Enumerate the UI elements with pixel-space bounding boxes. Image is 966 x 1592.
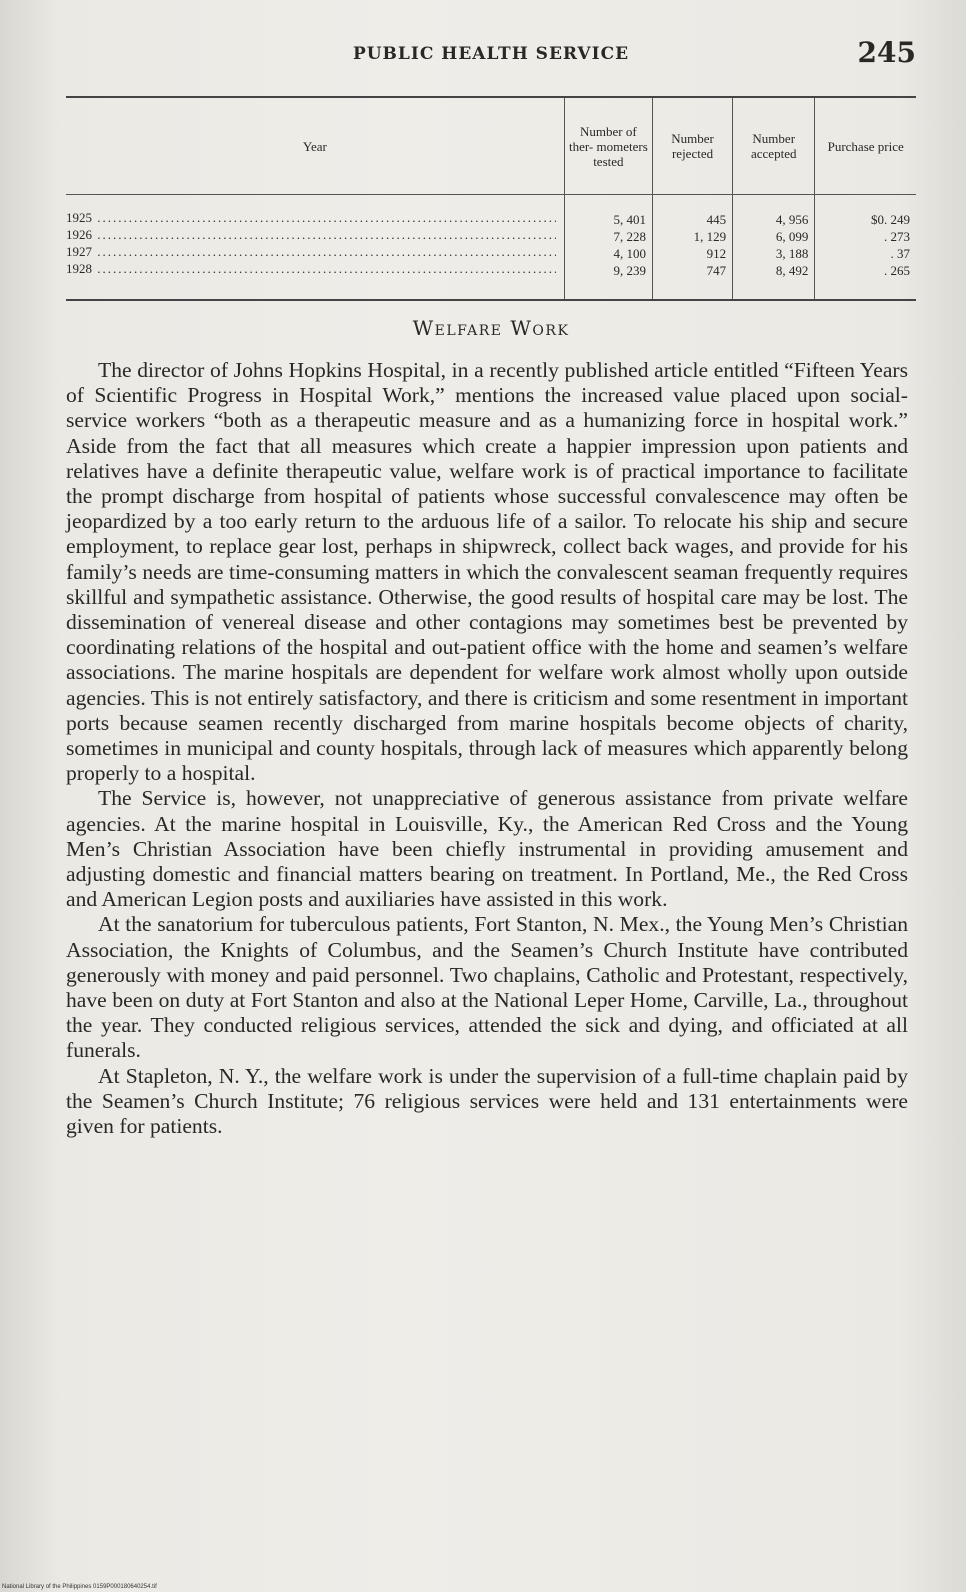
- cell-price: . 37: [815, 245, 916, 262]
- paragraph: At the sanatorium for tuberculous patients, Fort Stanton, N. Mex., the Young Men’s Christian Association, the Knights of Columbus, and the Seamen’s Church Institute have contributed generously with money and paid personnel. Two chaplains, Catholic and Protestant, respectively, have been on duty at Fort Stanton and also at the National Leper Home, Carville, La., throughout the year. They conducted religious services, attended the sick and dying, and officiated at all funerals.: [66, 912, 908, 1063]
- thermometer-table: [66, 96, 916, 301]
- year-label: 1927 .....: [66, 245, 556, 259]
- cell-rejected: 912: [652, 245, 732, 262]
- cell-year: [66, 228, 564, 245]
- paragraph: At Stapleton, N. Y., the welfare work is under the supervision of a full-time chaplain paid by the Seamen’s Church Institute; 76 religious services were held and 131 entertainments were given for patients.: [66, 1063, 908, 1139]
- table-row: [66, 195, 916, 229]
- column-header-tested: Number of ther- mometers tested: [564, 97, 652, 195]
- year-label: 1928 .....: [66, 262, 556, 276]
- body-text: [66, 358, 908, 1139]
- table-row: [66, 228, 916, 245]
- cell-price: . 273: [815, 228, 916, 245]
- cell-accepted: 6, 099: [733, 228, 815, 245]
- table-row: [66, 262, 916, 300]
- cell-tested: 7, 228: [564, 228, 652, 245]
- cell-accepted: 8, 492: [733, 262, 815, 300]
- cell-price: $0. 249: [815, 195, 916, 229]
- page-number: 245: [857, 36, 916, 69]
- cell-year: [66, 245, 564, 262]
- column-header-year: Year: [302, 138, 327, 154]
- cell-accepted: 4, 956: [733, 195, 815, 229]
- table-header-row: [66, 97, 916, 195]
- cell-rejected: 747: [652, 262, 732, 300]
- cell-tested: 9, 239: [564, 262, 652, 300]
- running-title: PUBLIC HEALTH SERVICE: [352, 44, 630, 64]
- cell-tested: 4, 100: [564, 245, 652, 262]
- column-header-rejected: Number rejected: [652, 97, 732, 195]
- year-label: 1925 .....: [66, 211, 556, 225]
- paragraph: The Service is, however, not unappreciative of generous assistance from private welfare agencies. At the marine hospital in Louisville, Ky., the American Red Cross and the Young Men’s Christian Association have been chiefly instrumental in providing amusement and adjusting domestic and financial matters bearing on treatment. In Portland, Me., the Red Cross and American Legion posts and auxiliaries have assisted in this work.: [66, 786, 908, 912]
- cell-accepted: 3, 188: [733, 245, 815, 262]
- year-label: 1926 .....: [66, 228, 556, 242]
- section-title: Welfare Work: [412, 316, 570, 340]
- column-header-price: Purchase price: [815, 97, 916, 195]
- table-row: [66, 245, 916, 262]
- scan-footer-note: National Library of the Philippines 0159P000180640254.tif: [2, 1584, 157, 1590]
- cell-price: . 265: [815, 262, 916, 300]
- cell-year: [66, 262, 564, 300]
- column-header-accepted: Number accepted: [733, 97, 815, 195]
- cell-tested: 5, 401: [564, 195, 652, 229]
- paragraph: The director of Johns Hopkins Hospital, in a recently published article entitled “Fifteen Years of Scientific Progress in Hospital Work,” mentions the increased value placed upon social-service workers “both as a therapeutic measure and as a humanizing force in hospital work.” Aside from the fact that all measures which create a happier impression upon patients and relatives have a definite therapeutic value, welfare work is of practical importance to facilitate the prompt discharge from hospital of patients whose successful convalescence may often be jeopardized by a too early return to the arduous life of a sailor. To relocate his ship and secure employment, to replace gear lost, perhaps in shipwreck, collect back wages, and provide for his family’s needs are time-consuming matters in which the convalescent seaman frequently requires skillful and sympathetic assistance. Otherwise, the good results of hospital care may be lost. The dissemination of venereal disease and other contagions may sometimes best be prevented by coordinating relations of the hospital and out-patient office with the home and seamen’s welfare associations. The marine hospitals are dependent for welfare work almost wholly upon outside agencies. This is not entirely satisfactory, and there is criticism and some resentment in important ports because seamen recently discharged from marine hospitals become objects of charity, sometimes in municipal and county hospitals, through lack of measures which apparently belong properly to a hospital.: [66, 358, 908, 786]
- cell-rejected: 445: [652, 195, 732, 229]
- cell-rejected: 1, 129: [652, 228, 732, 245]
- running-head: [66, 36, 916, 76]
- cell-year: [66, 195, 564, 229]
